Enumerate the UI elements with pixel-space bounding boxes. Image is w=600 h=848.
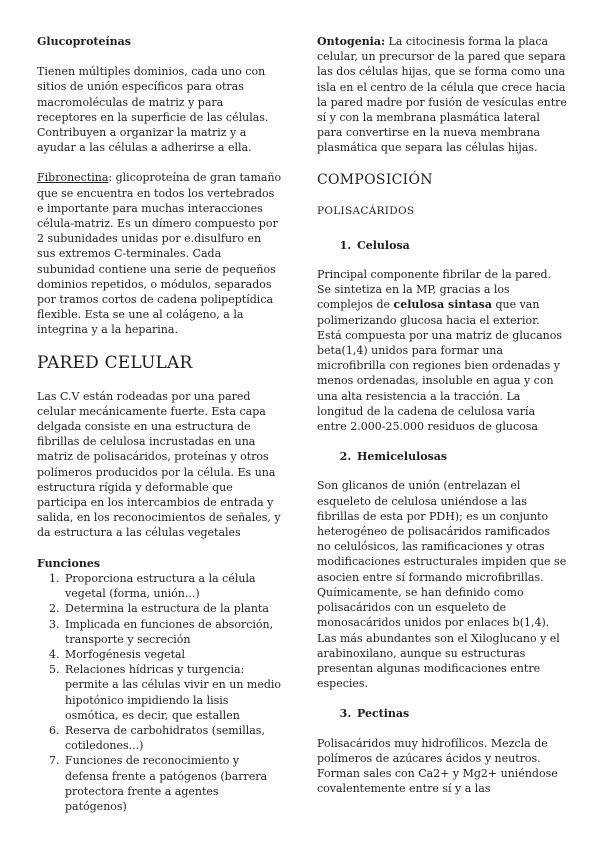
list-item: 7. Funciones de reconocimiento y defensa frente a patógenos (barrera protectora frente a agentes patógenos): [63, 753, 282, 814]
cell-wall-paragraph: Las C.V están rodeadas por una pared celular mecánicamente fuerte. Esta capa delgada consiste en una estructura de fibrillas de celulosa incrustadas en una matriz de polisacáridos, proteínas y otros polímeros producidos por la célula. Es una estructura rígida y deformable que participa en los intercambios de entrada y salida, en los reconocimientos de señales, y da estructura a las células vegetales: [37, 389, 281, 540]
fibronectin-term: Fibronectina: [37, 171, 109, 185]
cellulose-paragraph: [317, 267, 567, 434]
pectins-heading-list: [317, 706, 567, 721]
list-item: 4. Morfogénesis vegetal: [63, 647, 282, 662]
list-item: 6. Reserva de carbohidratos (semillas, cotiledones...): [63, 723, 282, 753]
list-item: 1. Proporciona estructura a la célula vegetal (forma, unión...): [63, 571, 282, 601]
cellulose-text-b: que van polimerizando glucosa hacia el exterior. Está compuesta por una matriz de glucanos beta(1,4) unidos para formar una microfibrilla con regiones bien ordenadas y menos ordenadas, insoluble en agua y con una alta resistencia a la tracción. La longitud de la cadena de celulosa varía entre 2.000-25.000 residuos de glucosa: [317, 298, 563, 434]
fibronectin-paragraph: [37, 170, 282, 337]
functions-heading: Funciones: [37, 556, 101, 570]
left-column: [37, 34, 282, 814]
cellulose-heading-list: [317, 238, 567, 253]
cell-wall-heading: PARED CELULAR: [37, 352, 193, 373]
polysaccharides-label: POLISACÁRIDOS: [317, 204, 415, 217]
hemicellulose-heading: 2. Hemicelulosas: [355, 449, 567, 464]
pectins-heading: 3. Pectinas: [355, 706, 567, 721]
glycoproteins-paragraph: Tienen múltiples dominios, cada uno con sitios de unión específicos para otras macromoléculas de matriz y para receptores en la superficie de las células. Contribuyen a organizar la matriz y a ayudar a las células a adherirse a ella.: [37, 65, 269, 155]
ontogeny-text: La citocinesis forma la placa celular, un precursor de la pared que separa las dos células hijas, que se forma como una isla en el centro de la célula que crece hacia la pared madre por fusión de vesículas entre sí y con la membrana plasmática lateral para convertirse en la nueva membrana plasmática que separa las células hijas.: [317, 35, 567, 155]
glycoproteins-heading: Glucoproteínas: [37, 35, 132, 48]
cellulose-text-a: Principal componente fibrilar de la pared. Se sintetiza en la MP, gracias a los complejos de: [317, 268, 552, 312]
list-item: 5. Relaciones hídricas y turgencia: permite a las células vivir en un medio hipotónico impidiendo la lisis osmótica, es decir, que estallen: [63, 662, 282, 723]
cellulose-heading: 1. Celulosa: [355, 238, 567, 253]
list-item: 3. Implicada en funciones de absorción, transporte y secreción: [63, 617, 282, 647]
hemicellulose-paragraph: Son glicanos de unión (entrelazan el esqueleto de celulosa uniéndose a las fibrillas de esta por PDH); es un conjunto heterogéneo de polisacáridos ramificados no celulósicos, las ramificaciones y otras modificaciones estructurales impiden que se asocien entre sí formando microfibrillas. Químicamente, se han definido como polisacáridos con un esqueleto de monosacáridos unidos por enlaces b(1,4). Las más abundantes son el Xiloglucano y el arabinoxilano, aunque su estructuras presentan algunas modificaciones entre especies.: [317, 479, 567, 691]
list-item: 2. Determina la estructura de la planta: [63, 601, 282, 616]
functions-list: [37, 571, 282, 814]
ontogeny-term: Ontogenia:: [317, 35, 386, 48]
hemicellulose-heading-list: [317, 449, 567, 464]
cellulose-synthase-term: celulosa sintasa: [393, 298, 492, 312]
fibronectin-text: : glicoproteína de gran tamaño que se encuentra en todos los vertebrados e importante para muchas interacciones célula-matriz. Es un dímero compuesto por 2 subunidades unidas por e.disulfuro en sus extremos C-terminales. Cada subunidad contiene una serie de pequeños dominios repetidos, o módulos, separados por tramos cortos de cadena polipeptídica flexible. Esta se une al colágeno, a la integrina y a la heparina.: [37, 171, 282, 337]
composition-heading: COMPOSICIÓN: [317, 171, 433, 188]
right-column: [317, 34, 567, 811]
pectins-paragraph: Polisacáridos muy hidrofílicos. Mezcla de polímeros de azúcares ácidos y neutros. Forman sales con Ca2+ y Mg2+ uniéndose covalentemente entre sí y a las: [317, 736, 558, 796]
ontogeny-paragraph: [317, 34, 567, 156]
